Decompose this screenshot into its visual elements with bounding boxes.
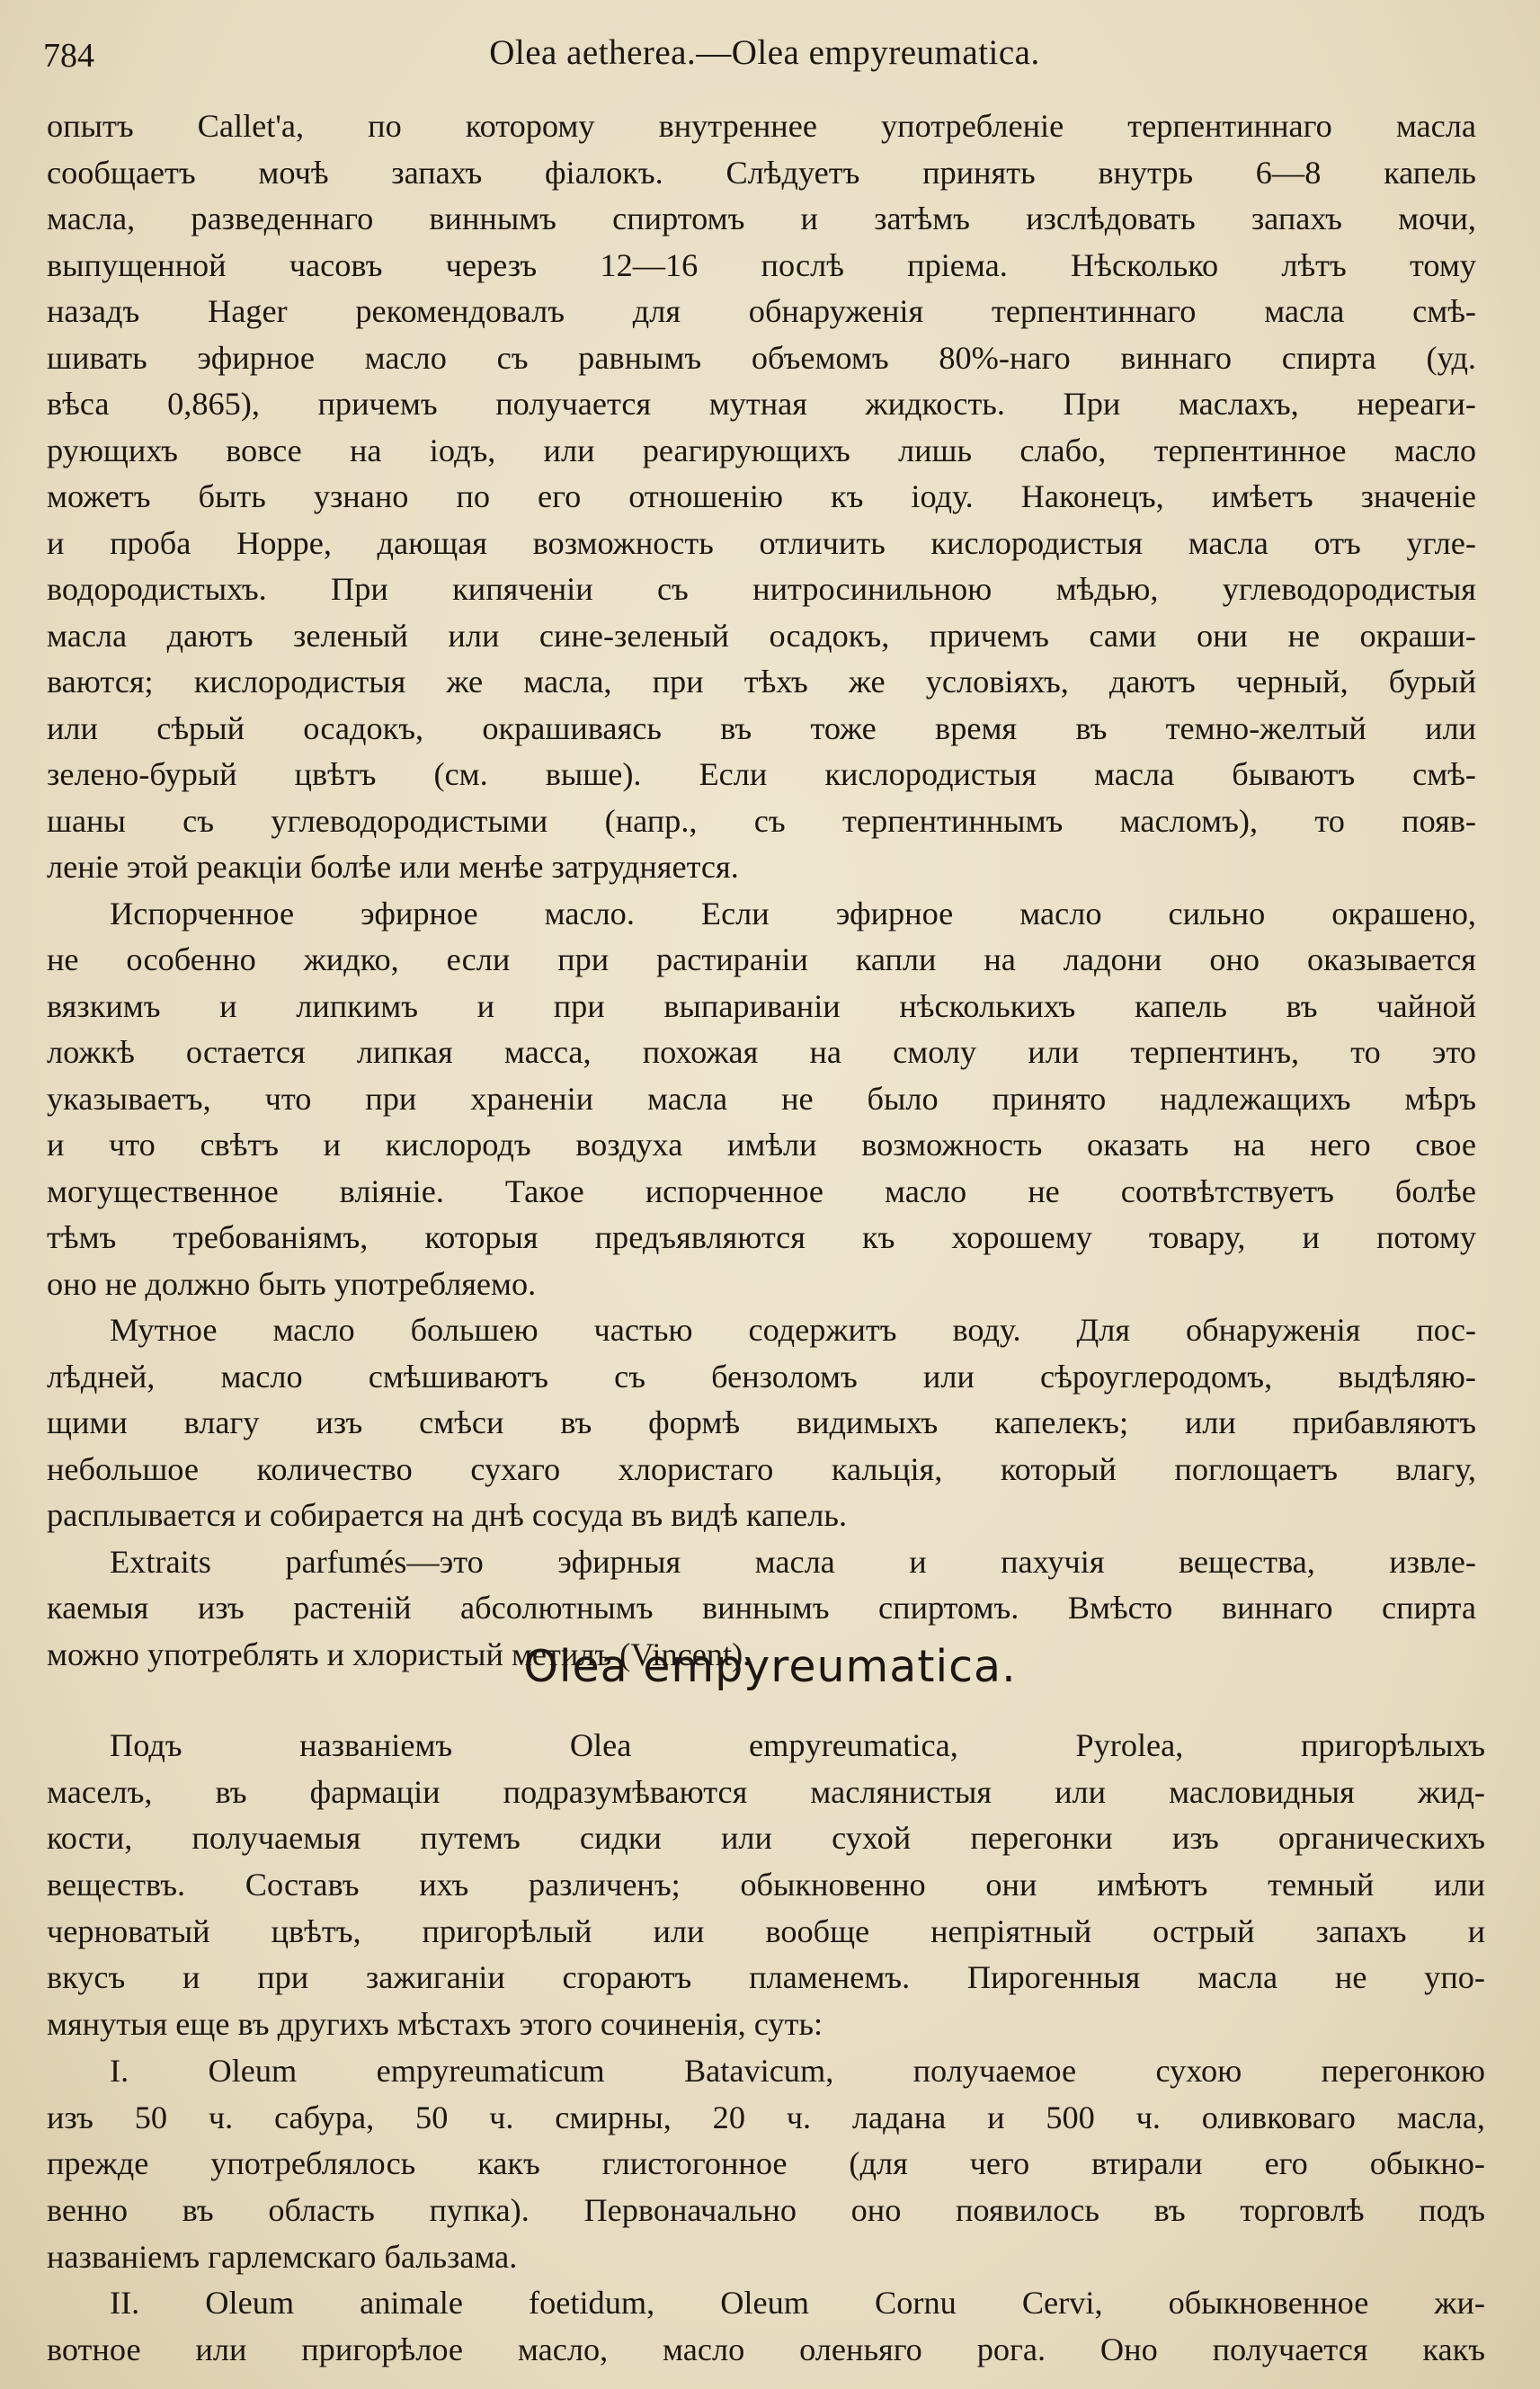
text-line: вкусъ и при зажиганіи сгораютъ пламенемъ. Пирогенныя масла не упо- [47,1959,1485,1996]
text-line: можно употреблять и хлористый метилъ (Vincent). [47,1636,752,1672]
body-text-upper [47,103,1476,1678]
text-line: и что свѣтъ и кислородъ воздуха имѣли возможность оказать на него свое [47,1127,1476,1163]
page-header [43,25,1486,79]
text-line: черноватый цвѣтъ, пригорѣлый или вообще непріятный острый запахъ и [47,1912,1485,1949]
text-line: масла, разведеннаго виннымъ спиртомъ и затѣмъ изслѣдовать запахъ мочи, [47,201,1476,236]
text-line: шаны съ углеводородистыми (напр., съ терпентиннымъ масломъ), то появ- [47,802,1476,839]
text-line: II. Oleum animale foetidum, Oleum Cornu Cervi, обыкновенное жи- [110,2285,1485,2322]
text-line: небольшое количество сухаго хлористаго кальція, который поглощаетъ влагу, [47,1450,1476,1487]
text-line: щими влагу изъ смѣси въ формѣ видимыхъ капелекъ; или прибавляютъ [47,1404,1476,1440]
text-line: опытъ Callet'a, по которому внутреннее употребленіе терпентиннаго масла [47,108,1476,144]
text-line: масла даютъ зеленый или сине-зеленый осадокъ, причемъ сами они не окраши- [47,617,1476,654]
running-title: Olea aetherea.—Olea empyreumatica. [489,33,1040,72]
text-line: ложкѣ остается липкая масса, похожая на смолу или терпентинъ, то это [47,1034,1476,1070]
text-line: рующихъ вовсе на іодъ, или реагирующихъ лишь слабо, терпентинное масло [47,432,1476,468]
text-line: леніе этой реакціи болѣе или менѣе затрудняется. [47,849,739,885]
body-text-lower [47,1723,1485,2374]
text-line: венно въ область пупка). Первоначально оно появилось въ торговлѣ подъ [47,2191,1485,2228]
text-line: маселъ, въ фармаціи подразумѣваются маслянистыя или масловидныя жид- [47,1773,1485,1810]
text-line: тѣмъ требованіямъ, которыя предъявляются къ хорошему товару, и потому [47,1219,1476,1255]
text-line: веществъ. Составъ ихъ различенъ; обыкновенно они имѣютъ темный или [47,1867,1485,1903]
section-heading: Olea empyreumatica. [523,1641,1017,1692]
page-number: 784 [43,37,94,75]
text-line: мянутыя еще въ другихъ мѣстахъ этого сочиненія, суть: [47,2006,823,2043]
text-line: зелено-бурый цвѣтъ (см. выше). Если кислородистыя масла бываютъ смѣ- [47,756,1476,792]
text-line: можетъ быть узнано по его отношенію къ іоду. Наконецъ, имѣетъ значеніе [47,478,1476,514]
text-line: прежде употреблялось какъ глистогонное (для чего втирали его обыкно- [47,2145,1485,2182]
text-line: указываетъ, что при храненіи масла не было принято надлежащихъ мѣръ [47,1080,1476,1117]
text-line: могущественное вліяніе. Такое испорченное масло не соотвѣтствуетъ болѣе [47,1172,1476,1209]
text-line: Испорченное эфирное масло. Если эфирное масло сильно окрашено, [110,895,1476,932]
text-line: не особенно жидко, если при растираніи капли на ладони оно оказывается [47,941,1476,977]
text-line: или сѣрый осадокъ, окрашиваясь въ тоже время въ темно-желтый или [47,709,1476,746]
text-line: и проба Hoppe, дающая возможность отличить кислородистыя масла отъ угле- [47,524,1476,561]
text-line: сообщаетъ мочѣ запахъ фіалокъ. Слѣдуетъ принять внутрь 6—8 капель [47,154,1476,191]
text-line: названіемъ гарлемскаго бальзама. [47,2238,518,2275]
text-line: каемыя изъ растеній абсолютнымъ виннымъ спиртомъ. Вмѣсто виннаго спирта [47,1590,1476,1626]
text-line: расплывается и собирается на днѣ сосуда въ видѣ капель. [47,1497,848,1533]
text-line: изъ 50 ч. сабура, 50 ч. смирны, 20 ч. ладана и 500 ч. оливковаго масла, [47,2099,1485,2135]
text-line: оно не должно быть употребляемо. [47,1265,537,1302]
text-line: вѣса 0,865), причемъ получается мутная жидкость. При маслахъ, нереаги- [47,386,1476,422]
text-line: вязкимъ и липкимъ и при выпариваніи нѣсколькихъ капель въ чайной [47,987,1476,1024]
text-line: I. Oleum empyreumaticum Batavicum, получаемое сухою перегонкою [110,2052,1485,2089]
text-line: Подъ названіемъ Olea empyreumatica, Pyrolea, пригорѣлыхъ [110,1727,1485,1763]
text-line: выпущенной часовъ черезъ 12—16 послѣ пріема. Нѣсколько лѣтъ тому [47,246,1476,283]
text-line: кости, получаемыя путемъ сидки или сухой перегонки изъ органическихъ [47,1820,1485,1857]
text-line: назадъ Hager рекомендовалъ для обнаруженія терпентиннаго масла смѣ- [47,293,1476,329]
text-line: лѣдней, масло смѣшиваютъ съ бензоломъ или сѣроуглеродомъ, выдѣляю- [47,1358,1476,1395]
text-line: Extraits parfumés—это эфирныя масла и пахучія вещества, извле- [110,1543,1476,1580]
text-line: вотное или пригорѣлое масло, масло оленьяго рога. Оно получается какъ [47,2331,1485,2367]
text-line: ваются; кислородистыя же масла, при тѣхъ же условіяхъ, даютъ черный, бурый [47,664,1476,700]
text-line: водородистыхъ. При кипяченіи съ нитросинильною мѣдью, углеводородистыя [47,571,1476,607]
text-line: Мутное масло большею частью содержитъ воду. Для обнаруженія пос- [110,1312,1476,1348]
text-line: шивать эфирное масло съ равнымъ объемомъ 80%-наго виннаго спирта (уд. [47,339,1476,376]
